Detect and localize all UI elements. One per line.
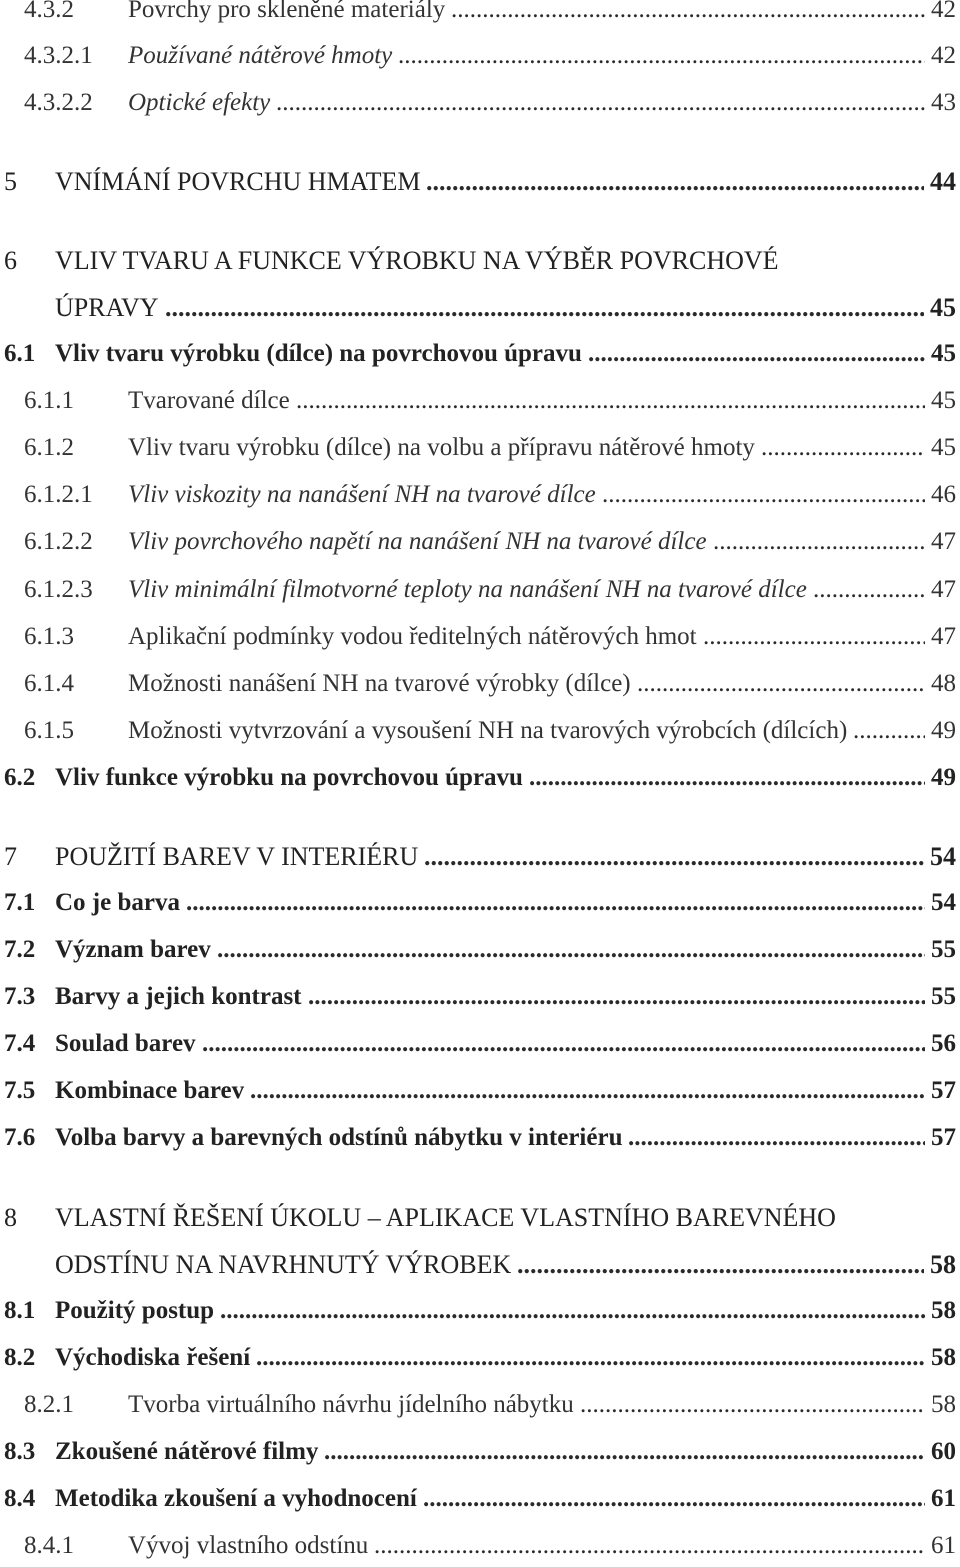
toc-entry[interactable] xyxy=(0,764,960,796)
toc-page-number: 47 xyxy=(931,528,956,555)
dot-leader xyxy=(703,623,925,651)
toc-number: 6.1.5 xyxy=(24,717,74,744)
dot-leader xyxy=(217,936,925,964)
toc-number: 6.1.2 xyxy=(24,434,74,461)
toc-entry[interactable] xyxy=(0,246,960,278)
toc-entry[interactable] xyxy=(0,889,960,921)
toc-number: 6 xyxy=(4,246,17,275)
toc-title: Aplikační podmínky vodou ředitelných nátěrových hmot xyxy=(128,623,697,650)
toc-page-number: 55 xyxy=(931,983,956,1010)
toc-title: Možnosti vytvrzování a vysoušení NH na tvarových výrobcích (dílcích) xyxy=(128,717,848,744)
dot-leader xyxy=(308,983,925,1011)
dot-leader xyxy=(186,889,925,917)
dot-leader xyxy=(202,1030,925,1058)
dot-leader xyxy=(398,42,925,70)
toc-page-number: 45 xyxy=(931,387,956,414)
toc-number: 4.3.2.2 xyxy=(24,89,93,116)
dot-leader xyxy=(296,387,925,415)
toc-number: 8.1 xyxy=(4,1297,36,1324)
dot-leader xyxy=(761,434,925,462)
toc-number: 7.4 xyxy=(4,1030,36,1057)
toc-number: 6.1.1 xyxy=(24,387,74,414)
toc-entry[interactable] xyxy=(0,481,960,513)
toc-title: Použitý postup xyxy=(55,1297,215,1324)
dot-leader xyxy=(813,576,925,604)
toc-entry[interactable] xyxy=(0,434,960,466)
toc-page-number: 60 xyxy=(931,1438,956,1465)
toc-number: 4.3.2 xyxy=(24,0,74,23)
toc-number: 6.2 xyxy=(4,764,36,791)
toc-title: Co je barva xyxy=(55,889,180,916)
dot-leader xyxy=(220,1297,925,1325)
toc-number: 8.4.1 xyxy=(24,1532,74,1559)
toc-title: Kombinace barev xyxy=(55,1077,245,1104)
toc-number: 6.1.4 xyxy=(24,670,74,697)
toc-page-number: 42 xyxy=(931,42,956,69)
toc-page-number: 43 xyxy=(931,89,956,116)
toc-number: 8.3 xyxy=(4,1438,36,1465)
toc-entry[interactable] xyxy=(0,1124,960,1156)
toc-entry[interactable] xyxy=(0,717,960,749)
toc-number: 7 xyxy=(4,842,17,871)
toc-page-number: 58 xyxy=(931,1297,956,1324)
toc-title: VLASTNÍ ŘEŠENÍ ÚKOLU – APLIKACE VLASTNÍHO BAREVNÉHO xyxy=(55,1203,836,1232)
toc-page-number: 46 xyxy=(931,481,956,508)
toc-page-number: 61 xyxy=(931,1485,956,1512)
toc-entry[interactable] xyxy=(0,1030,960,1062)
toc-entry[interactable] xyxy=(0,623,960,655)
dot-leader xyxy=(517,1250,924,1280)
toc-number: 8.2.1 xyxy=(24,1391,74,1418)
dot-leader xyxy=(374,1532,925,1560)
toc-page-number: 48 xyxy=(931,670,956,697)
toc-page-number: 57 xyxy=(931,1077,956,1104)
toc-title: ÚPRAVY xyxy=(55,293,159,322)
toc-number: 4.3.2.1 xyxy=(24,42,93,69)
toc-title: Zkoušené nátěrové filmy xyxy=(55,1438,319,1465)
toc-page-number: 54 xyxy=(931,889,956,916)
toc-number: 7.1 xyxy=(4,889,36,916)
toc-title: Vliv viskozity na nanášení NH na tvarové dílce xyxy=(128,481,596,508)
toc-entry[interactable] xyxy=(0,1077,960,1109)
dot-leader xyxy=(580,1391,925,1419)
toc-page-number: 58 xyxy=(931,1391,956,1418)
dot-leader xyxy=(256,1344,925,1372)
dot-leader xyxy=(602,481,925,509)
toc-page-number: 58 xyxy=(931,1344,956,1371)
toc-page-number: 58 xyxy=(930,1250,956,1279)
toc-title: Vliv minimální filmotvorné teploty na nanášení NH na tvarové dílce xyxy=(128,576,807,603)
toc-title: Používané nátěrové hmoty xyxy=(128,42,393,69)
toc-title: Tvorba virtuálního návrhu jídelního nábytku xyxy=(128,1391,574,1418)
toc-title: POUŽITÍ BAREV V INTERIÉRU xyxy=(55,842,419,871)
toc-page-number: 45 xyxy=(931,434,956,461)
dot-leader xyxy=(424,842,924,872)
dot-leader xyxy=(713,528,925,556)
toc-title: ODSTÍNU NA NAVRHNUTÝ VÝROBEK xyxy=(55,1250,512,1279)
toc-title: Vliv tvaru výrobku (dílce) na volbu a přípravu nátěrové hmoty xyxy=(128,434,755,461)
toc-page-number: 49 xyxy=(931,717,956,744)
toc-number: 5 xyxy=(4,167,17,196)
toc-title: Povrchy pro skleněné materiály xyxy=(128,0,446,23)
toc-entry[interactable] xyxy=(0,1391,960,1423)
dot-leader xyxy=(529,764,925,792)
toc-title: VNÍMÁNÍ POVRCHU HMATEM xyxy=(55,167,421,196)
toc-title: Vliv funkce výrobku na povrchovou úpravu xyxy=(55,764,523,791)
toc-entry[interactable] xyxy=(0,1250,960,1282)
toc-number: 7.3 xyxy=(4,983,36,1010)
toc-entry[interactable] xyxy=(0,89,960,121)
toc-title: Volba barvy a barevných odstínů nábytku v interiéru xyxy=(55,1124,623,1151)
toc-number: 6.1.3 xyxy=(24,623,74,650)
dot-leader xyxy=(451,0,925,24)
dot-leader xyxy=(853,717,925,745)
toc-entry[interactable] xyxy=(0,576,960,608)
toc-entry[interactable] xyxy=(0,293,960,325)
toc-entry[interactable] xyxy=(0,983,960,1015)
toc-title: Východiska řešení xyxy=(55,1344,251,1371)
toc-number: 8 xyxy=(4,1203,17,1232)
toc-entry[interactable] xyxy=(0,670,960,702)
toc-number: 8.4 xyxy=(4,1485,36,1512)
toc-entry[interactable] xyxy=(0,387,960,419)
toc-title: Barvy a jejich kontrast xyxy=(55,983,302,1010)
toc-entry[interactable] xyxy=(0,842,960,874)
toc-page-number: 54 xyxy=(930,842,956,871)
toc-number: 7.2 xyxy=(4,936,36,963)
dot-leader xyxy=(165,293,924,323)
toc-entry[interactable] xyxy=(0,42,960,74)
toc-title: Vliv tvaru výrobku (dílce) na povrchovou úpravu xyxy=(55,340,582,367)
toc-entry[interactable] xyxy=(0,1344,960,1376)
toc-number: 6.1.2.2 xyxy=(24,528,93,555)
toc-number: 6.1.2.1 xyxy=(24,481,93,508)
dot-leader xyxy=(588,340,925,368)
toc-page-number: 42 xyxy=(931,0,956,23)
toc-title: VLIV TVARU A FUNKCE VÝROBKU NA VÝBĚR POVRCHOVÉ xyxy=(55,246,779,275)
toc-title: Soulad barev xyxy=(55,1030,196,1057)
dot-leader xyxy=(250,1077,925,1105)
toc-page-number: 47 xyxy=(931,576,956,603)
toc-title: Metodika zkoušení a vyhodnocení xyxy=(55,1485,417,1512)
toc-number: 7.6 xyxy=(4,1124,36,1151)
dot-leader xyxy=(426,167,924,197)
toc-page-number: 56 xyxy=(931,1030,956,1057)
toc-title: Vývoj vlastního odstínu xyxy=(128,1532,369,1559)
toc-entry[interactable] xyxy=(0,1485,960,1517)
toc-number: 6.1 xyxy=(4,340,36,367)
toc-page-number: 47 xyxy=(931,623,956,650)
dot-leader xyxy=(637,670,925,698)
toc-title: Optické efekty xyxy=(128,89,271,116)
toc-title: Tvarované dílce xyxy=(128,387,290,414)
toc-title: Vliv povrchového napětí na nanášení NH na tvarové dílce xyxy=(128,528,707,555)
toc-entry[interactable] xyxy=(0,1532,960,1564)
toc-page-number: 57 xyxy=(931,1124,956,1151)
dot-leader xyxy=(324,1438,925,1466)
toc-number: 6.1.2.3 xyxy=(24,576,93,603)
toc-entry[interactable] xyxy=(0,340,960,372)
toc-page-number: 55 xyxy=(931,936,956,963)
toc-entry[interactable] xyxy=(0,528,960,560)
toc-page-number: 61 xyxy=(931,1532,956,1559)
toc-number: 7.5 xyxy=(4,1077,36,1104)
toc-entry[interactable] xyxy=(0,1438,960,1470)
toc-entry[interactable] xyxy=(0,167,960,199)
toc-entry[interactable] xyxy=(0,0,960,28)
toc-page-number: 44 xyxy=(930,167,956,196)
toc-title: Význam barev xyxy=(55,936,211,963)
toc-number: 8.2 xyxy=(4,1344,36,1371)
toc-page-number: 45 xyxy=(930,293,956,322)
toc-entry[interactable] xyxy=(0,1297,960,1329)
toc-entry[interactable] xyxy=(0,1203,960,1235)
dot-leader xyxy=(276,89,925,117)
dot-leader xyxy=(423,1485,925,1513)
toc-title: Možnosti nanášení NH na tvarové výrobky (dílce) xyxy=(128,670,631,697)
toc-entry[interactable] xyxy=(0,936,960,968)
toc-page-number: 45 xyxy=(931,340,956,367)
toc-page-number: 49 xyxy=(931,764,956,791)
dot-leader xyxy=(628,1124,925,1152)
